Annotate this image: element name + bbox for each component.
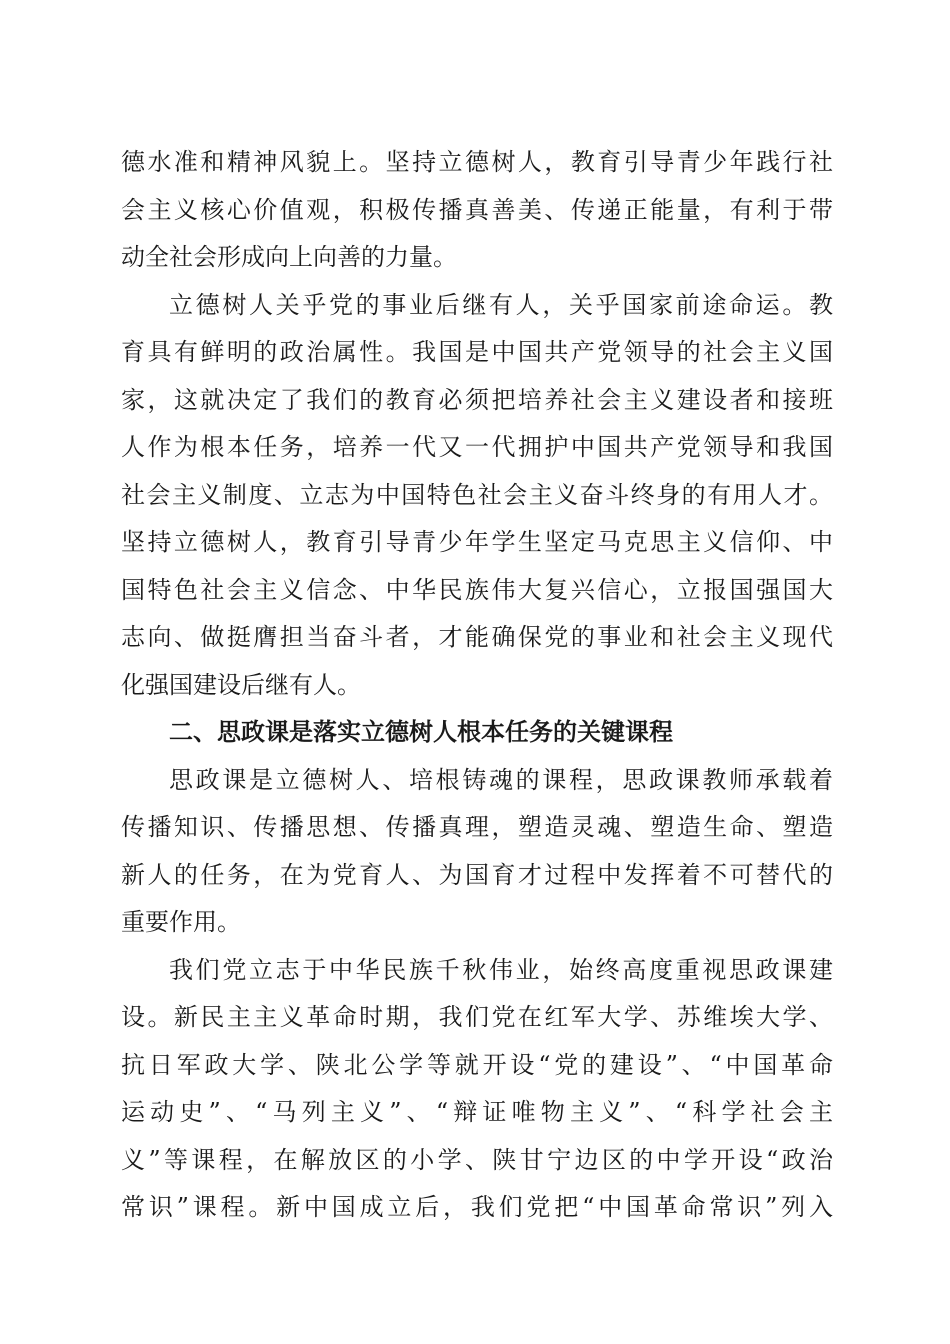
paragraph-line: 会主义核心价值观，积极传播真善美、传递正能量，有利于带: [121, 195, 833, 224]
paragraph-line: 德水准和精神风貌上。坚持立德树人，教育引导青少年践行社: [121, 148, 833, 176]
paragraph-line: 传播知识、传播思想、传播真理，塑造灵魂、塑造生命、塑造: [121, 813, 833, 841]
paragraph-line: 坚持立德树人，教育引导青少年学生坚定马克思主义信仰、中: [121, 528, 833, 556]
paragraph-line: 义”等课程，在解放区的小学、陕甘宁边区的中学开设“政治: [121, 1145, 833, 1174]
section-heading: 二、思政课是落实立德树人根本任务的关键课程: [169, 718, 673, 746]
paragraph-line: 志向、做挺膺担当奋斗者，才能确保党的事业和社会主义现代: [121, 623, 833, 651]
paragraph-line: 动全社会形成向上向善的力量。: [121, 243, 457, 271]
paragraph-line: 育具有鲜明的政治属性。我国是中国共产党领导的社会主义国: [121, 338, 833, 366]
paragraph-line: 常识”课程。新中国成立后，我们党把“中国革命常识”列入: [121, 1193, 833, 1221]
paragraph-line: 人作为根本任务，培养一代又一代拥护中国共产党领导和我国: [121, 433, 833, 461]
paragraph-2: [121, 282, 833, 710]
paragraph-line: 化强国建设后继有人。: [121, 670, 361, 699]
paragraph-line: 国特色社会主义信念、中华民族伟大复兴信心，立报国强国大: [121, 575, 833, 604]
paragraph-line: 思政课是立德树人、培根铸魂的课程，思政课教师承载着: [169, 765, 833, 794]
document-body: [121, 139, 833, 1232]
paragraph-3: [121, 757, 833, 947]
paragraph-line: 社会主义制度、立志为中国特色社会主义奋斗终身的有用人才。: [121, 480, 833, 509]
paragraph-line: 立德树人关乎党的事业后继有人，关乎国家前途命运。教: [169, 290, 833, 319]
paragraph-line: 家，这就决定了我们的教育必须把培养社会主义建设者和接班: [121, 385, 833, 414]
paragraph-line: 新人的任务，在为党育人、为国育才过程中发挥着不可替代的: [121, 860, 833, 889]
paragraph-line: 我们党立志于中华民族千秋伟业，始终高度重视思政课建: [169, 955, 833, 984]
paragraph-line: 设。新民主主义革命时期，我们党在红军大学、苏维埃大学、: [121, 1003, 833, 1031]
paragraph-line: 重要作用。: [121, 908, 241, 936]
paragraph-4: [121, 947, 833, 1232]
paragraph-1: [121, 139, 833, 282]
paragraph-line: 抗日军政大学、陕北公学等就开设“党的建设”、“中国革命: [121, 1050, 833, 1079]
paragraph-line: 运动史”、“马列主义”、“辩证唯物主义”、“科学社会主: [121, 1098, 833, 1126]
